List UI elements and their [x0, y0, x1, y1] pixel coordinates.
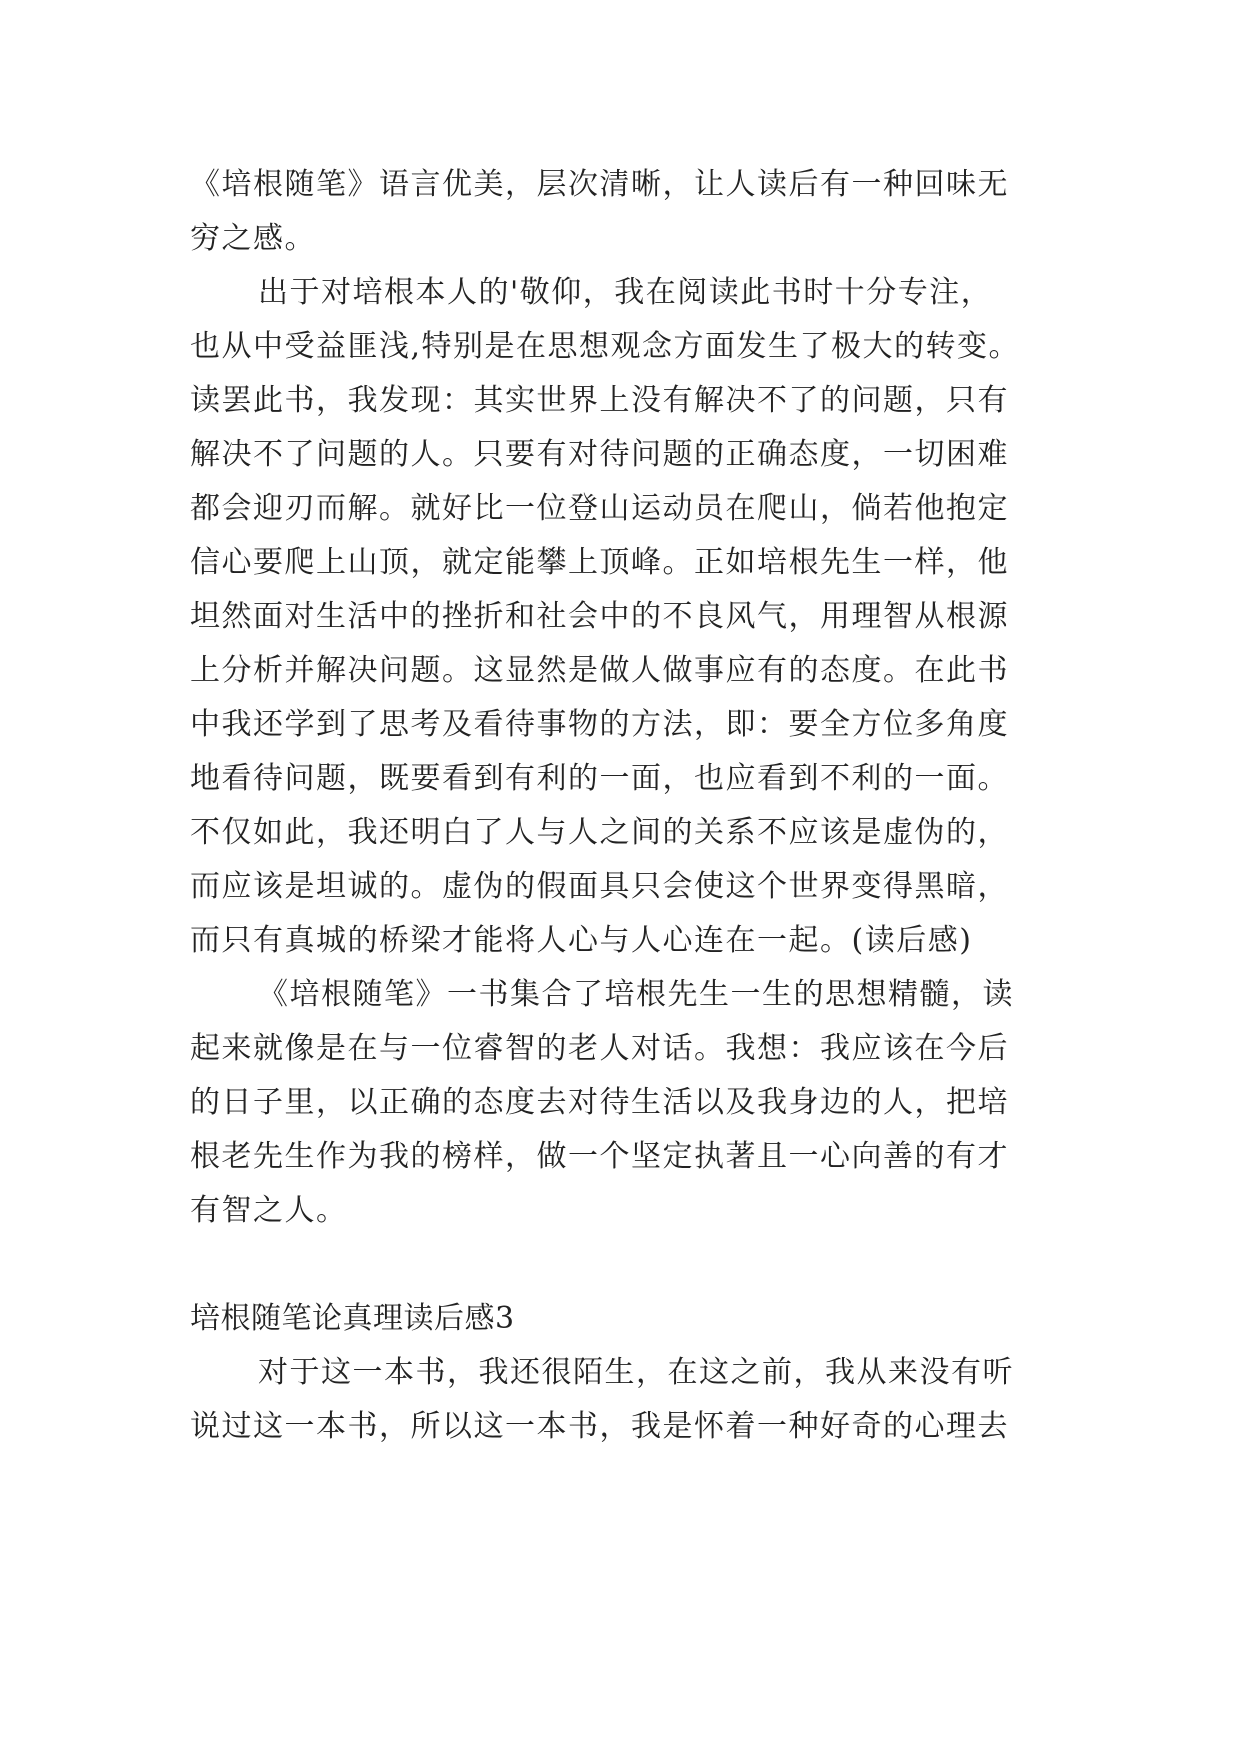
text-line: 起来就像是在与一位睿智的老人对话。我想：我应该在今后 [190, 1031, 1009, 1066]
text-line: 《培根随笔》语言优美，层次清晰，让人读后有一种回味无 [190, 167, 1009, 202]
paragraph [190, 1346, 1060, 1454]
section-heading: 培根随笔论真理读后感3 [190, 1301, 515, 1336]
text-line: 不仅如此，我还明白了人与人之间的关系不应该是虚伪的， [190, 815, 1009, 850]
document-body [190, 158, 1060, 1454]
paragraph [190, 158, 1060, 266]
text-line: 根老先生作为我的榜样，做一个坚定执著且一心向善的有才 [190, 1139, 1009, 1174]
paragraph [190, 266, 1060, 968]
text-line: 也从中受益匪浅,特别是在思想观念方面发生了极大的转变。 [190, 329, 1021, 364]
text-line: 中我还学到了思考及看待事物的方法，即：要全方位多角度 [190, 707, 1009, 742]
text-line: 的日子里，以正确的态度去对待生活以及我身边的人，把培 [190, 1085, 1009, 1120]
text-line: 都会迎刃而解。就好比一位登山运动员在爬山，倘若他抱定 [190, 491, 1009, 526]
text-line: 坦然面对生活中的挫折和社会中的不良风气，用理智从根源 [190, 599, 1009, 634]
text-line: 信心要爬上山顶，就定能攀上顶峰。正如培根先生一样，他 [190, 545, 1009, 580]
text-line: 《培根随笔》一书集合了培根先生一生的思想精髓，读 [258, 977, 1014, 1012]
text-line: 出于对培根本人的'敬仰，我在阅读此书时十分专注， [258, 275, 993, 310]
text-line: 读罢此书，我发现：其实世界上没有解决不了的问题，只有 [190, 383, 1009, 418]
text-line: 地看待问题，既要看到有利的一面，也应看到不利的一面。 [190, 761, 1009, 796]
text-line: 穷之感。 [190, 221, 316, 256]
paragraph [190, 968, 1060, 1238]
text-line: 而应该是坦诚的。虚伪的假面具只会使这个世界变得黑暗， [190, 869, 1009, 904]
text-line: 解决不了问题的人。只要有对待问题的正确态度，一切困难 [190, 437, 1009, 472]
text-line: 说过这一本书，所以这一本书，我是怀着一种好奇的心理去 [190, 1409, 1009, 1444]
text-line: 上分析并解决问题。这显然是做人做事应有的态度。在此书 [190, 653, 1009, 688]
text-line: 有智之人。 [190, 1193, 348, 1228]
text-line: 而只有真城的桥梁才能将人心与人心连在一起。(读后感) [190, 923, 973, 958]
spacer [190, 1238, 1060, 1292]
text-line: 对于这一本书，我还很陌生，在这之前，我从来没有听 [258, 1355, 1014, 1390]
